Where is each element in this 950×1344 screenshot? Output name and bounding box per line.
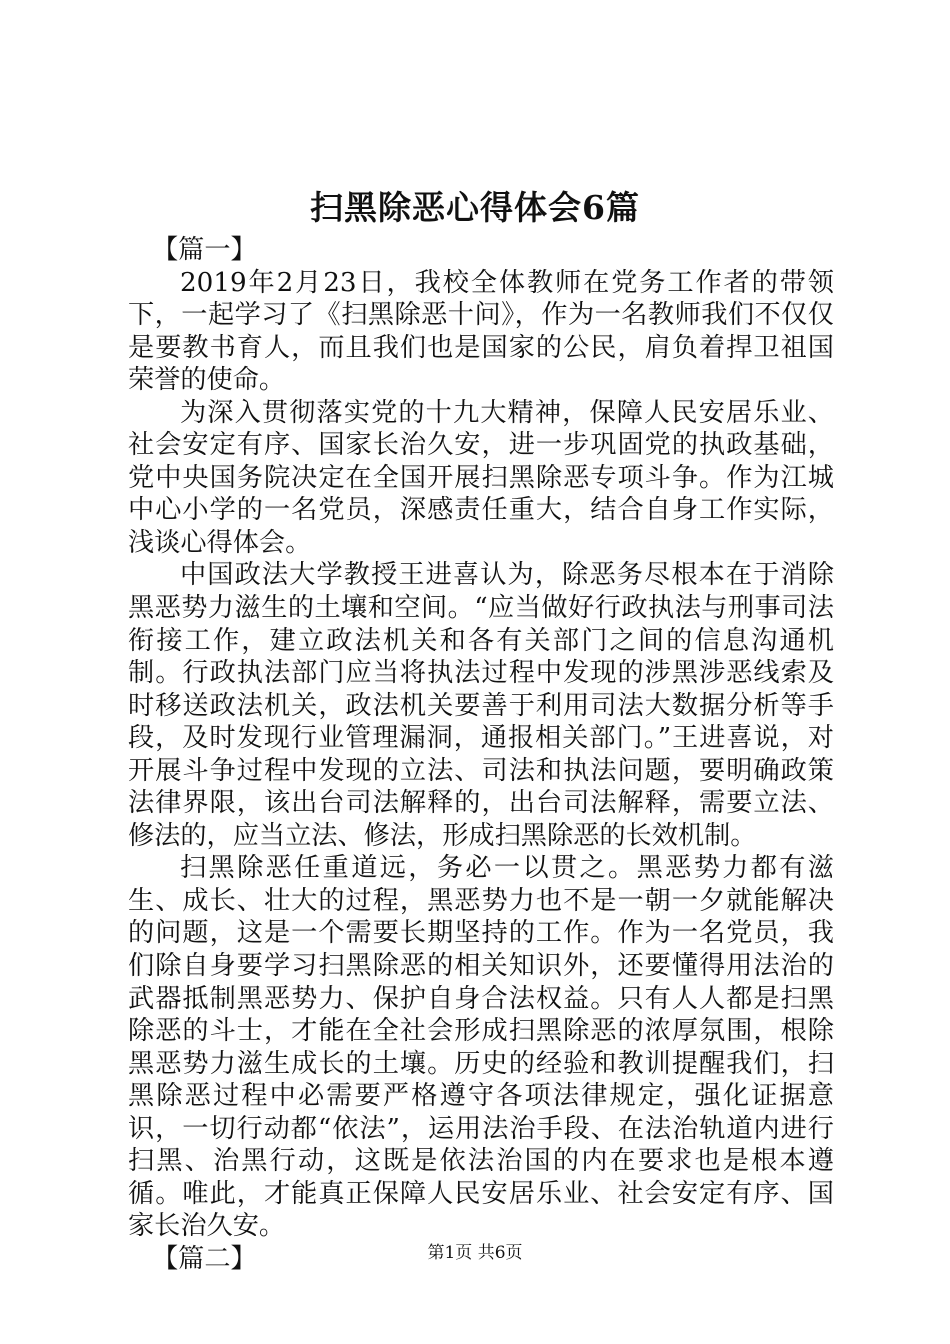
page-number-footer: 第1页 共6页: [427, 1243, 523, 1263]
paragraph-3: 中国政法大学教授王进喜认为，除恶务尽根本在于消除黑恶势力滋生的土壤和空间。“应当做好行政执法与刑事司法衔接工作，建立政法机关和各有关部门之间的信息沟通机制。行政执法部门应当将执法过程中发现的涉黑涉恶线索及时移送政法机关，政法机关要善于利用司法大数据分析等手段，及时发现行业管理漏洞，通报相关部门。”王进喜说，对开展斗争过程中发现的立法、司法和执法问题，要明确政策法律界限，该出台司法解释的，出台司法解释，需要立法、修法的，应当立法、修法，形成扫黑除恶的长效机制。: [128, 560, 834, 851]
section-heading-1: 【篇一】: [152, 235, 257, 265]
section-heading-2: 【篇二】: [152, 1243, 257, 1274]
paragraph-2: 为深入贯彻落实党的十九大精神，保障人民安居乐业、社会安定有序、国家长治久安，进一步巩固党的执政基础，党中央国务院决定在全国开展扫黑除恶专项斗争。作为江城中心小学的一名党员，深感责任重大，结合自身工作实际，浅谈心得体会。: [128, 397, 834, 558]
paragraph-4: 扫黑除恶任重道远，务必一以贯之。黑恶势力都有滋生、成长、壮大的过程，黑恶势力也不是一朝一夕就能解决的问题，这是一个需要长期坚持的工作。作为一名党员，我们除自身要学习扫黑除恶的相关知识外，还要懂得用法治的武器抵制黑恶势力、保护自身合法权益。只有人人都是扫黑除恶的斗士，才能在全社会形成扫黑除恶的浓厚氛围，根除黑恶势力滋生成长的土壤。历史的经验和教训提醒我们，扫黑除恶过程中必需要严格遵守各项法律规定，强化证据意识，一切行动都“依法”，运用法治手段、在法治轨道内进行扫黑、治黑行动，这既是依法治国的内在要求也是根本遵循。唯此，才能真正保障人民安居乐业、社会安定有序、国家长治久安。: [128, 853, 834, 1242]
document-title: 扫黑除恶心得体会6篇: [310, 188, 640, 227]
document-body: [128, 234, 834, 1276]
paragraph-1: 2019年2月23日，我校全体教师在党务工作者的带领下，一起学习了《扫黑除恶十问》，作为一名教师我们不仅仅是要教书育人，而且我们也是国家的公民，肩负着捍卫祖国荣誉的使命。: [128, 267, 834, 396]
